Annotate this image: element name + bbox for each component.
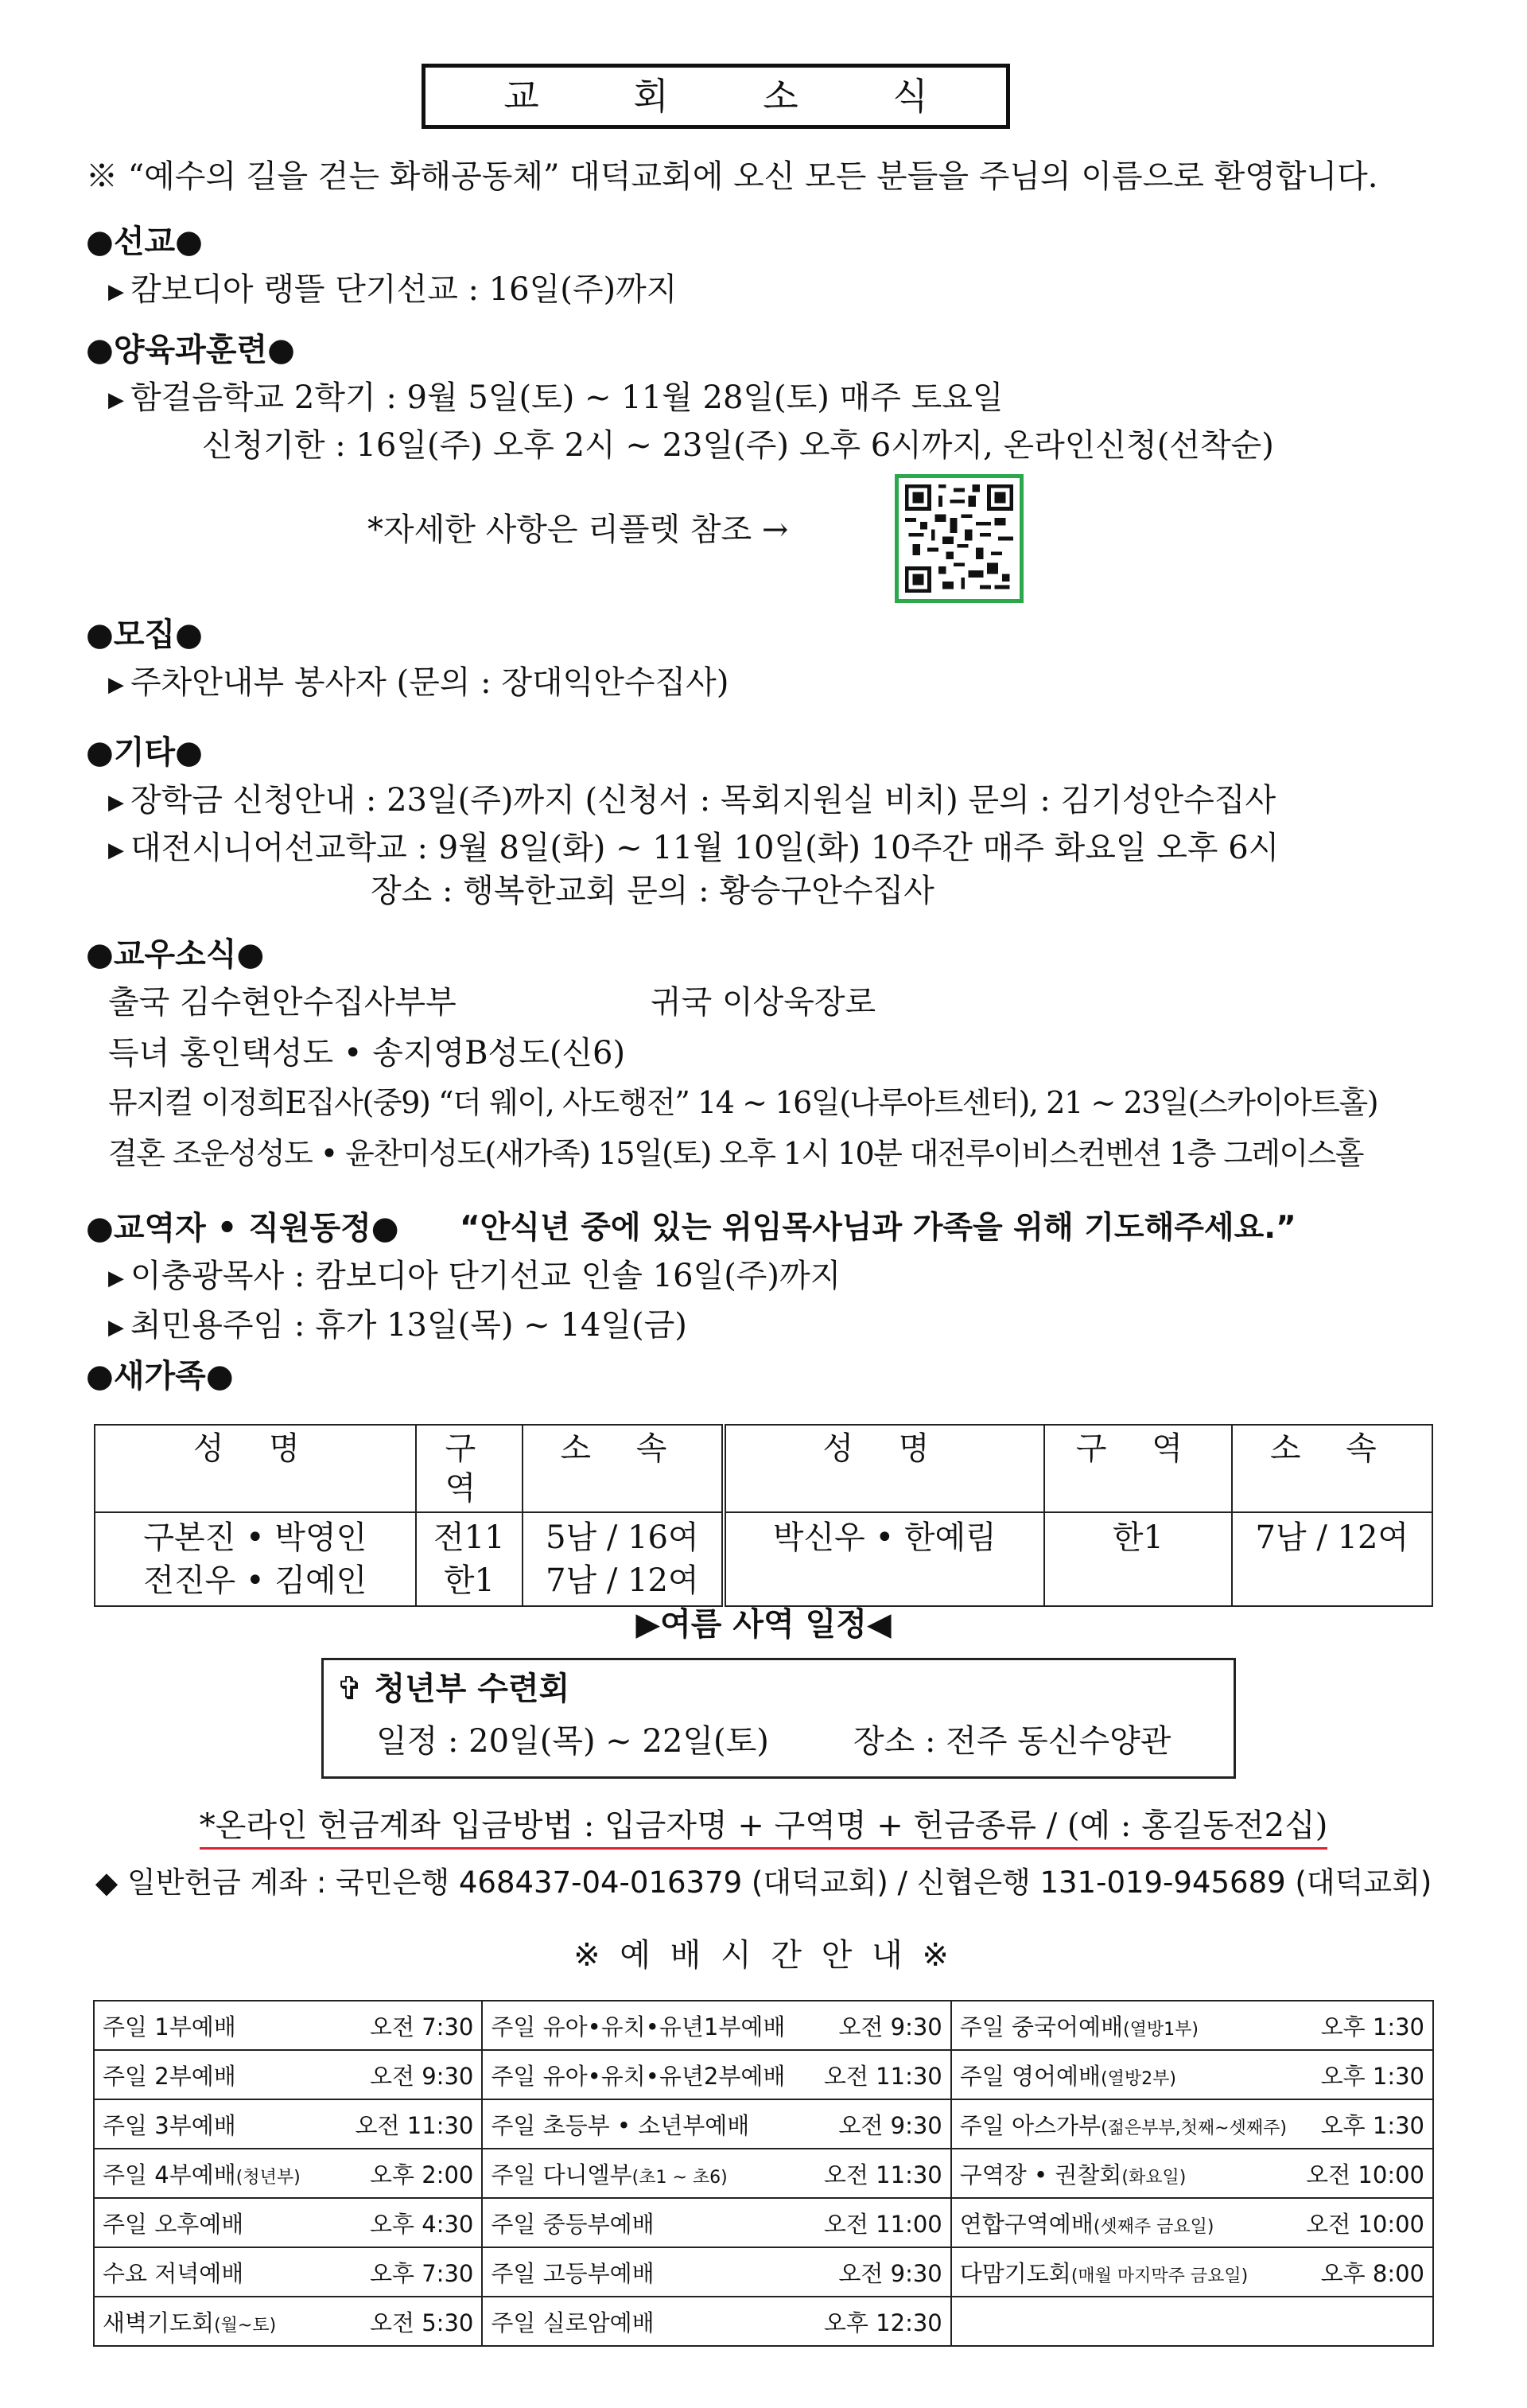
worship-name: 주일 4부예배(청년부) [103, 2161, 301, 2188]
worship-name: 주일 유아•유치•유년2부예배 [491, 2062, 786, 2090]
worship-cell [482, 2198, 950, 2247]
worship-name: 주일 아스가부(젊은부부,첫째~셋째주) [959, 2111, 1287, 2139]
cross-icon: ✞ [336, 1671, 375, 1707]
worship-name: 주일 2부예배 [103, 2062, 236, 2090]
worship-time: 오전 10:00 [1306, 2210, 1424, 2238]
worship-sub: (젊은부부,첫째~셋째주) [1101, 2118, 1287, 2138]
mission-heading: ●선교● [86, 224, 204, 260]
bullet-triangle-icon: ▶ [108, 673, 124, 697]
training-line-2: 신청기한 : 16일(주) 오후 2시 ~ 23일(주) 오후 6시까지, 온라인신청(선착순) [202, 427, 1274, 464]
summer-schedule-box [321, 1658, 1236, 1779]
worship-cell [94, 2050, 482, 2099]
newfamily-names: 박신우 • 한예림 [724, 1512, 1045, 1606]
welcome-text: ※ “예수의 길을 걷는 화해공동체” 대덕교회에 오신 모든 분들을 주님의 이름으로 환영합니다. [86, 158, 1378, 195]
members-heading: ●교우소식● [86, 936, 265, 973]
etc-heading: ●기타● [86, 734, 204, 771]
table-row [94, 2099, 1433, 2149]
worship-cell [951, 2247, 1433, 2297]
staff-line-2: ▶ 최민용주임 : 휴가 13일(목) ~ 14일(금) [108, 1307, 687, 1344]
worship-cell [94, 2149, 482, 2198]
qr-code[interactable] [895, 474, 1024, 603]
bullet-triangle-icon: ▶ [108, 1266, 124, 1290]
worship-time: 오전 11:30 [823, 2161, 942, 2188]
worship-name: 주일 오후예배 [103, 2210, 244, 2238]
table-row [94, 2149, 1433, 2198]
table-row [95, 1512, 1432, 1606]
worship-cell [94, 2198, 482, 2247]
worship-time: 오전 11:30 [355, 2111, 474, 2139]
table-row [94, 2247, 1433, 2297]
training-heading: ●양육과훈련● [86, 332, 296, 368]
etc-line-3: 장소 : 행복한교회 문의 : 황승구안수집사 [371, 873, 934, 909]
worship-cell [951, 2149, 1433, 2198]
staff-prayer-quote: “안식년 중에 있는 위임목사님과 가족을 위해 기도해주세요.” [460, 1210, 1296, 1246]
summer-schedule-title: ▶여름 사역 일정◀ [635, 1606, 892, 1643]
staff-line-1: ▶ 이충광목사 : 캄보디아 단기선교 인솔 16일(주)까지 [108, 1258, 841, 1294]
worship-time: 오후 4:30 [369, 2210, 474, 2238]
recruit-heading: ●모집● [86, 617, 204, 653]
retreat-place: 장소 : 전주 동신수양관 [853, 1723, 1171, 1760]
worship-cell [951, 2099, 1433, 2149]
worship-cell [951, 2198, 1433, 2247]
worship-time: 오전 10:00 [1306, 2161, 1424, 2188]
newfamily-area: 한1 [1044, 1512, 1231, 1606]
worship-schedule-table [93, 2000, 1434, 2347]
worship-cell [951, 2050, 1433, 2099]
etc-line-1: ▶ 장학금 신청안내 : 23일(주)까지 (신청서 : 목회지원실 비치) 문의 : 김기성안수집사 [108, 782, 1276, 819]
worship-name: 연합구역예배(셋째주 금요일) [959, 2210, 1214, 2238]
members-musical: 뮤지컬 이정희E집사(중9) “더 웨이, 사도행전” 14 ~ 16일(나루아트센터), 21 ~ 23일(스카이아트홀) [108, 1085, 1378, 1120]
worship-name: 주일 유아•유치•유년1부예배 [491, 2013, 786, 2040]
members-birth: 득녀 홍인택성도 • 송지영B성도(신6) [108, 1035, 626, 1072]
header-name: 성 명 [724, 1425, 1045, 1512]
worship-time: 오전 9:30 [369, 2062, 474, 2090]
members-wedding: 결혼 조운성성도 • 윤찬미성도(새가족) 15일(토) 오후 1시 10분 대전루이비스컨벤션 1층 그레이스홀 [108, 1136, 1363, 1171]
worship-sub: (매월 마지막주 금요일) [1070, 2266, 1249, 2286]
table-header-row [95, 1425, 1432, 1512]
worship-name: 수요 저녁예배 [103, 2259, 244, 2287]
qr-code-icon [905, 484, 1013, 593]
worship-title: ※ 예 배 시 간 안 내 ※ [573, 1937, 954, 1974]
worship-name: 주일 1부예배 [103, 2013, 236, 2040]
worship-time: 오전 7:30 [369, 2013, 474, 2040]
leaflet-note: *자세한 사항은 리플렛 참조 → [367, 512, 789, 548]
worship-name: 주일 영어예배(열방2부) [959, 2062, 1176, 2090]
header-group: 소 속 [523, 1425, 723, 1512]
worship-cell [482, 2297, 950, 2346]
table-row [94, 2198, 1433, 2247]
worship-name: 주일 실로암예배 [491, 2309, 655, 2336]
recruit-line: ▶ 주차안내부 봉사자 (문의 : 장대익안수집사) [108, 664, 729, 701]
worship-cell [94, 2001, 482, 2050]
worship-cell [951, 2297, 1433, 2346]
newfamily-group: 5남 / 16여 7남 / 12여 [523, 1512, 723, 1606]
worship-cell [951, 2001, 1433, 2050]
worship-time: 오전 9:30 [838, 2013, 942, 2040]
worship-name: 구역장 • 권찰회(화요일) [959, 2161, 1187, 2188]
worship-time: 오전 11:30 [823, 2062, 942, 2090]
worship-time: 오후 1:30 [1320, 2062, 1424, 2090]
header-area: 구 역 [416, 1425, 523, 1512]
staff-heading: ●교역자 • 직원동정● [86, 1210, 399, 1247]
mission-line: ▶ 캄보디아 랭뜰 단기선교 : 16일(주)까지 [108, 271, 678, 308]
header-name: 성 명 [95, 1425, 416, 1512]
newfamily-names: 구본진 • 박영인 전진우 • 김예인 [95, 1512, 416, 1606]
etc-line-2: ▶ 대전시니어선교학교 : 9월 8일(화) ~ 11월 10일(화) 10주간 매주 화요일 오후 6시 [108, 830, 1280, 866]
worship-cell [482, 2247, 950, 2297]
worship-cell [94, 2099, 482, 2149]
header-group: 소 속 [1232, 1425, 1432, 1512]
members-departure: 출국 김수현안수집사부부 [108, 984, 457, 1021]
worship-cell [94, 2297, 482, 2346]
youth-retreat-title: ✞ 청년부 수련회 [336, 1671, 570, 1707]
newfamily-area: 전11 한1 [416, 1512, 523, 1606]
worship-time: 오후 12:30 [823, 2309, 942, 2336]
worship-sub: (열방1부) [1123, 2019, 1199, 2040]
worship-name: 주일 중국어예배(열방1부) [959, 2013, 1199, 2040]
worship-time: 오전 11:00 [823, 2210, 942, 2238]
worship-time: 오후 7:30 [369, 2259, 474, 2287]
worship-cell [482, 2001, 950, 2050]
table-row [94, 2297, 1433, 2346]
worship-sub: (초1 ~ 초6) [631, 2167, 728, 2188]
online-offering-note: *온라인 헌금계좌 입금방법 : 입금자명 + 구역명 + 헌금종류 / (예 : 홍길동전2십) [0, 1804, 1527, 1847]
offering-account: ◆ 일반헌금 계좌 : 국민은행 468437-04-016379 (대덕교회) / 신협은행 131-019-945689 (대덕교회) [95, 1865, 1432, 1900]
worship-name: 주일 3부예배 [103, 2111, 236, 2139]
worship-cell [482, 2099, 950, 2149]
bullet-triangle-icon: ▶ [108, 388, 124, 412]
worship-time: 오후 8:00 [1320, 2259, 1424, 2287]
worship-name: 다맘기도회(매월 마지막주 금요일) [959, 2259, 1249, 2287]
newfamily-heading: ●새가족● [86, 1358, 234, 1395]
table-row [94, 2050, 1433, 2099]
worship-sub: (화요일) [1121, 2167, 1187, 2188]
worship-time: 오후 1:30 [1320, 2013, 1424, 2040]
worship-sub: (열방2부) [1101, 2068, 1176, 2089]
bullet-triangle-icon: ▶ [108, 280, 124, 304]
bullet-triangle-icon: ▶ [108, 838, 124, 862]
worship-name: 주일 다니엘부(초1 ~ 초6) [491, 2161, 728, 2188]
newfamily-group: 7남 / 12여 [1232, 1512, 1432, 1606]
worship-time: 오후 2:00 [369, 2161, 474, 2188]
training-line-1: ▶ 함걸음학교 2학기 : 9월 5일(토) ~ 11월 28일(토) 매주 토요일 [108, 379, 1004, 416]
header-area: 구 역 [1044, 1425, 1231, 1512]
worship-sub: (월~토) [214, 2315, 277, 2336]
worship-time: 오후 1:30 [1320, 2111, 1424, 2139]
worship-sub: (청년부) [235, 2167, 301, 2188]
worship-sub: (셋째주 금요일) [1093, 2216, 1214, 2237]
worship-time: 오전 9:30 [838, 2259, 942, 2287]
members-return: 귀국 이상욱장로 [651, 984, 876, 1021]
worship-time: 오전 9:30 [838, 2111, 942, 2139]
bullet-triangle-icon: ▶ [108, 1316, 124, 1340]
worship-time: 오전 5:30 [369, 2309, 474, 2336]
worship-cell [482, 2050, 950, 2099]
bullet-triangle-icon: ▶ [108, 791, 124, 815]
worship-name: 주일 중등부예배 [491, 2210, 655, 2238]
table-row [94, 2001, 1433, 2050]
newfamily-table [94, 1424, 1433, 1607]
worship-name: 주일 초등부 • 소년부예배 [491, 2111, 750, 2139]
worship-cell [482, 2149, 950, 2198]
worship-name: 새벽기도회(월~토) [103, 2309, 277, 2336]
page-title: 교 회 소 식 [422, 64, 1010, 129]
worship-cell [94, 2247, 482, 2297]
worship-name: 주일 고등부예배 [491, 2259, 655, 2287]
retreat-date: 일정 : 20일(목) ~ 22일(토) [376, 1723, 769, 1760]
